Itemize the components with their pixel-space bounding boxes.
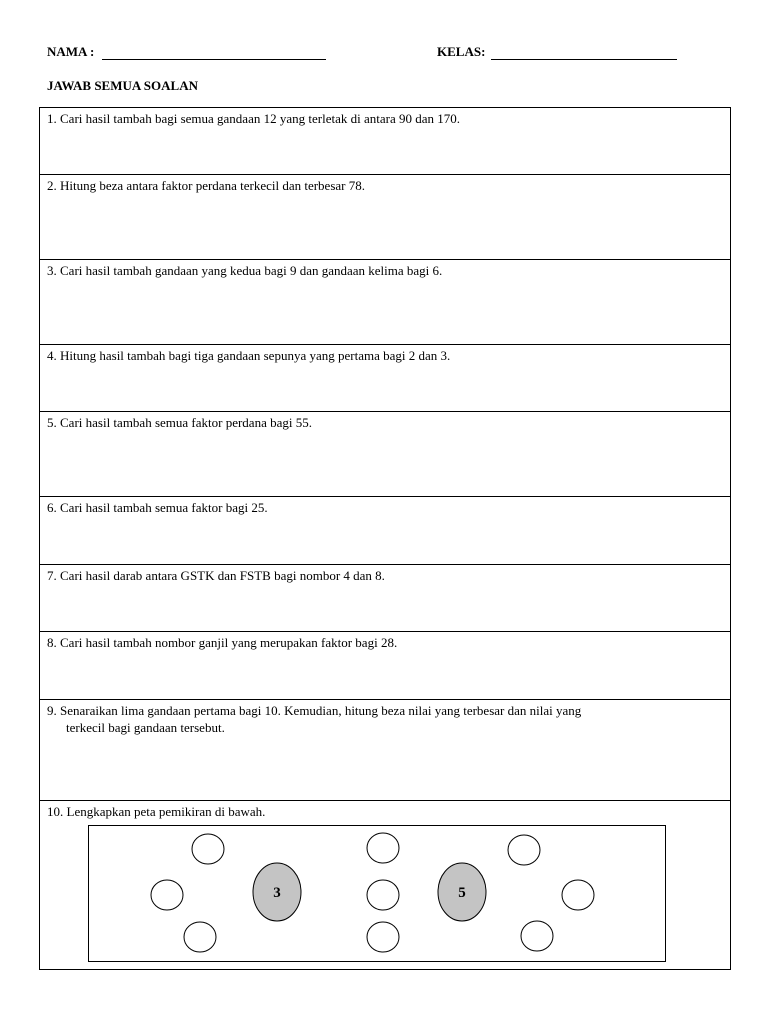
question-text: 6. Cari hasil tambah semua faktor bagi 25.: [47, 500, 268, 515]
question-text: 9. Senaraikan lima gandaan pertama bagi 10. Kemudian, hitung beza nilai yang terbesar dan nilai yang: [47, 703, 582, 718]
question-text: 7. Cari hasil darab antara GSTK dan FSTB bagi nombor 4 dan 8.: [47, 568, 385, 583]
question-text: 1. Cari hasil tambah bagi semua gandaan 12 yang terletak di antara 90 dan 170.: [47, 111, 460, 126]
center-label-5: 5: [458, 885, 466, 901]
answer-bubble-center-mid[interactable]: [367, 880, 399, 910]
question-text: 8. Cari hasil tambah nombor ganjil yang merupakan faktor bagi 28.: [47, 635, 398, 650]
answer-bubble-center-top[interactable]: [367, 833, 399, 863]
question-row-2[interactable]: [40, 175, 730, 260]
question-row-1[interactable]: [40, 108, 730, 175]
question-row-4[interactable]: [40, 345, 730, 412]
answer-bubble-right-mid[interactable]: [562, 880, 594, 910]
nama-blank-line[interactable]: [102, 45, 326, 60]
question-text: 3. Cari hasil tambah gandaan yang kedua bagi 9 dan gandaan kelima bagi 6.: [47, 263, 443, 278]
answer-bubble-left-top[interactable]: [192, 834, 224, 864]
question-row-9[interactable]: [40, 700, 730, 801]
kelas-blank-line[interactable]: [491, 45, 677, 60]
answer-bubble-left-mid[interactable]: [151, 880, 183, 910]
answer-bubble-right-bottom[interactable]: [521, 921, 553, 951]
nama-field: [47, 44, 326, 60]
kelas-label: KELAS:: [437, 44, 486, 59]
question-text: 4. Hitung hasil tambah bagi tiga gandaan sepunya yang pertama bagi 2 dan 3.: [47, 348, 451, 363]
question-text-continued: terkecil bagi gandaan tersebut.: [66, 720, 225, 735]
question-row-7[interactable]: [40, 565, 730, 632]
question-row-3[interactable]: [40, 260, 730, 345]
thinking-map-box: [88, 825, 666, 962]
center-label-3: 3: [273, 885, 281, 901]
question-row-6[interactable]: [40, 497, 730, 565]
answer-bubble-right-top[interactable]: [508, 835, 540, 865]
answer-bubble-left-bottom[interactable]: [184, 922, 216, 952]
question-row-10[interactable]: [40, 801, 730, 970]
question-row-8[interactable]: [40, 632, 730, 700]
thinking-map: [89, 826, 667, 963]
question-text: 10. Lengkapkan peta pemikiran di bawah.: [47, 804, 266, 819]
answer-bubble-center-bottom[interactable]: [367, 922, 399, 952]
question-text: 2. Hitung beza antara faktor perdana terkecil dan terbesar 78.: [47, 178, 365, 193]
question-row-5[interactable]: [40, 412, 730, 497]
question-table: [39, 107, 731, 970]
question-text: 5. Cari hasil tambah semua faktor perdana bagi 55.: [47, 415, 312, 430]
kelas-field: [437, 44, 677, 60]
nama-label: NAMA :: [47, 44, 95, 59]
instruction-heading: JAWAB SEMUA SOALAN: [47, 78, 198, 93]
